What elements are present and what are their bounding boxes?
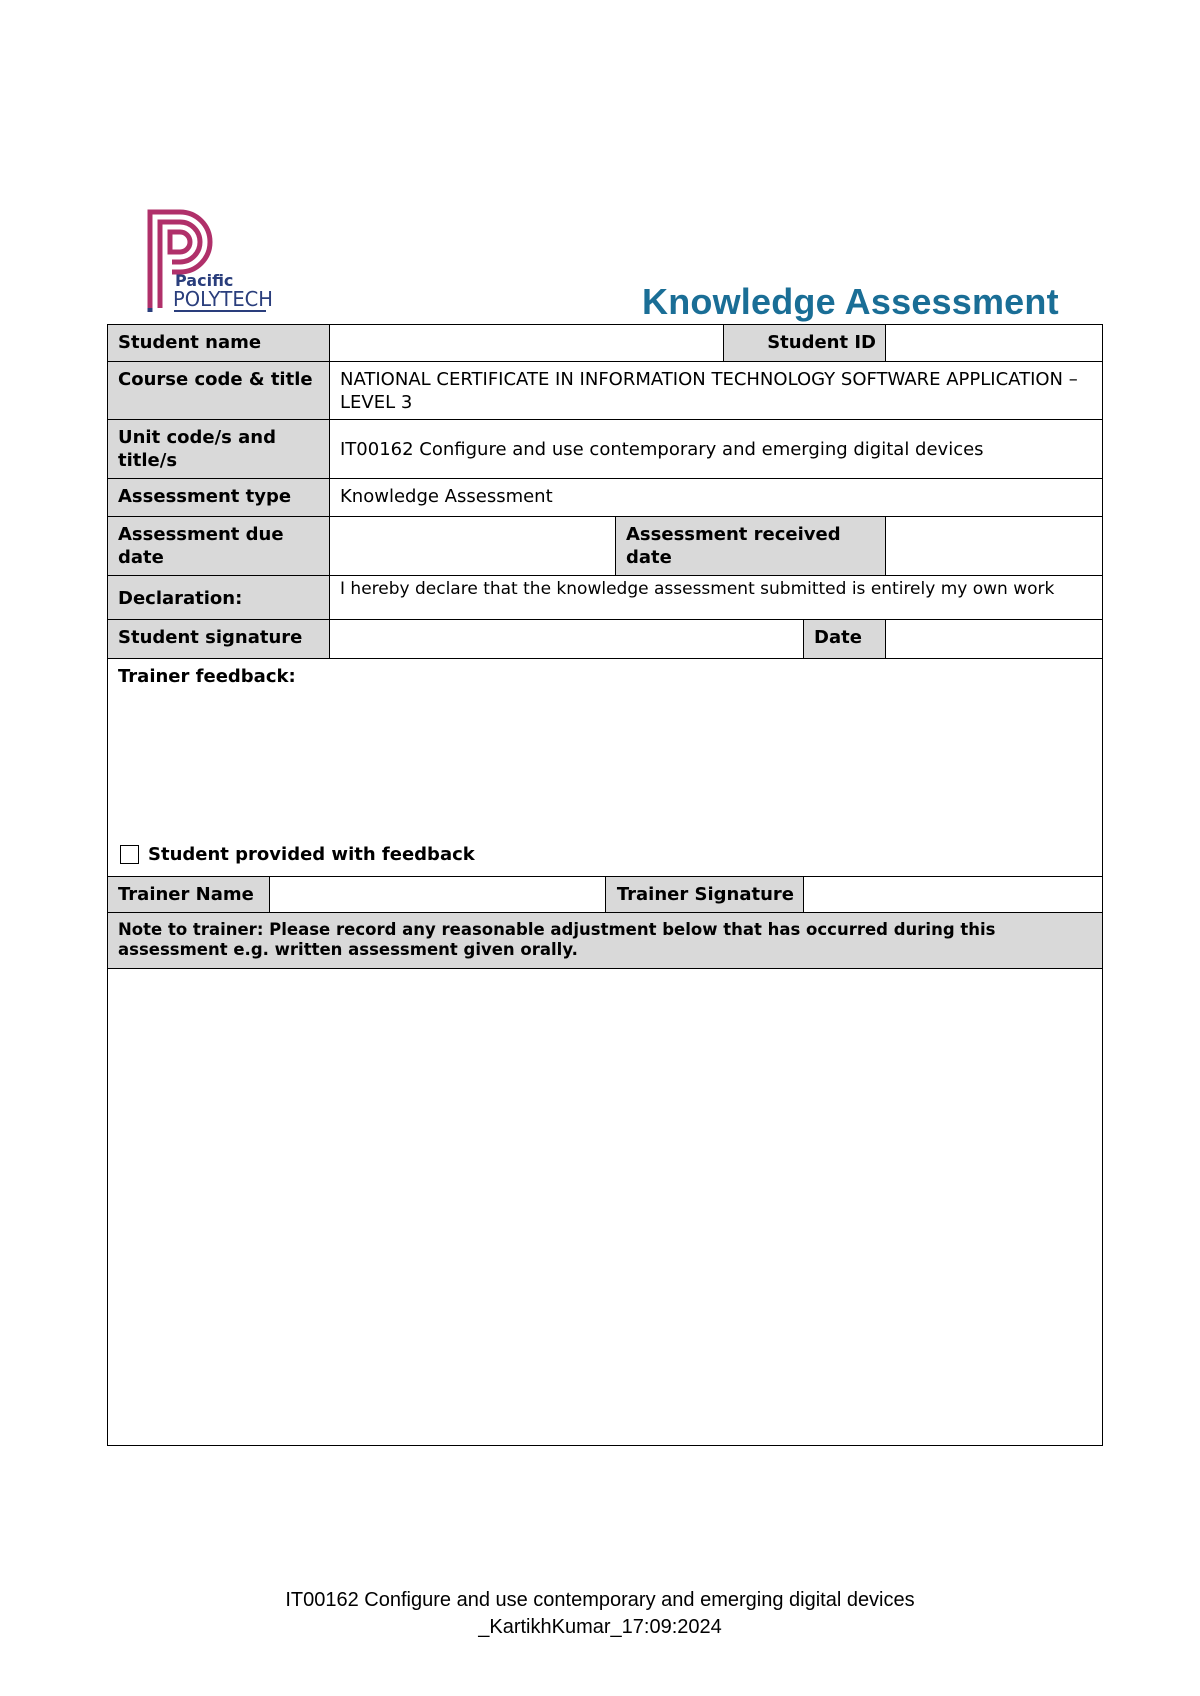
unit-value: IT00162 Configure and use contemporary and emerging digital devices — [329, 419, 1103, 480]
trainer-name-field[interactable] — [269, 876, 607, 914]
feedback-checkbox[interactable] — [120, 845, 139, 864]
trainer-feedback-box[interactable] — [107, 658, 1103, 878]
received-date-label: Assessment received date — [615, 516, 887, 577]
student-id-field[interactable] — [885, 324, 1103, 363]
trainer-name-label: Trainer Name — [107, 876, 271, 914]
course-label: Course code & title — [107, 361, 331, 421]
student-signature-label: Student signature — [107, 619, 331, 660]
note-to-trainer: Note to trainer: Please record any reasonable adjustment below that has occurred during this assessment e.g. written assessment given orally. — [107, 912, 1103, 970]
course-value: NATIONAL CERTIFICATE IN INFORMATION TECHNOLOGY SOFTWARE APPLICATION – LEVEL 3 — [329, 361, 1103, 421]
student-name-label: Student name — [107, 324, 331, 363]
page-title: Knowledge Assessment — [642, 281, 1059, 322]
date-field[interactable] — [885, 619, 1103, 660]
declaration-label: Declaration: — [107, 575, 331, 621]
due-date-label: Assessment due date — [107, 516, 331, 577]
reasonable-adjustment-area[interactable] — [107, 968, 1103, 1446]
logo-text-small: Pacific — [175, 271, 234, 290]
assessment-type-value: Knowledge Assessment — [329, 478, 1103, 518]
declaration-text: I hereby declare that the knowledge assessment submitted is entirely my own work — [329, 575, 1103, 621]
student-signature-field[interactable] — [329, 619, 805, 660]
footer-line-1: IT00162 Configure and use contemporary and emerging digital devices — [285, 1589, 915, 1611]
logo-text-large: POLYTECH — [173, 287, 273, 311]
pacific-polytech-logo — [146, 208, 276, 314]
assessment-type-label: Assessment type — [107, 478, 331, 518]
assessment-cover-form — [107, 324, 1103, 1446]
footer-line-2: _KartikhKumar_17:09:2024 — [478, 1616, 722, 1638]
unit-label: Unit code/s and title/s — [107, 419, 331, 480]
student-name-field[interactable] — [329, 324, 725, 363]
due-date-field[interactable] — [329, 516, 617, 577]
received-date-field[interactable] — [885, 516, 1103, 577]
trainer-signature-label: Trainer Signature — [605, 876, 805, 914]
date-label: Date — [803, 619, 887, 660]
student-id-label: Student ID — [723, 324, 887, 363]
feedback-checkbox-label: Student provided with feedback — [148, 844, 475, 865]
trainer-feedback-label: Trainer feedback: — [118, 666, 296, 687]
trainer-signature-field[interactable] — [803, 876, 1103, 914]
